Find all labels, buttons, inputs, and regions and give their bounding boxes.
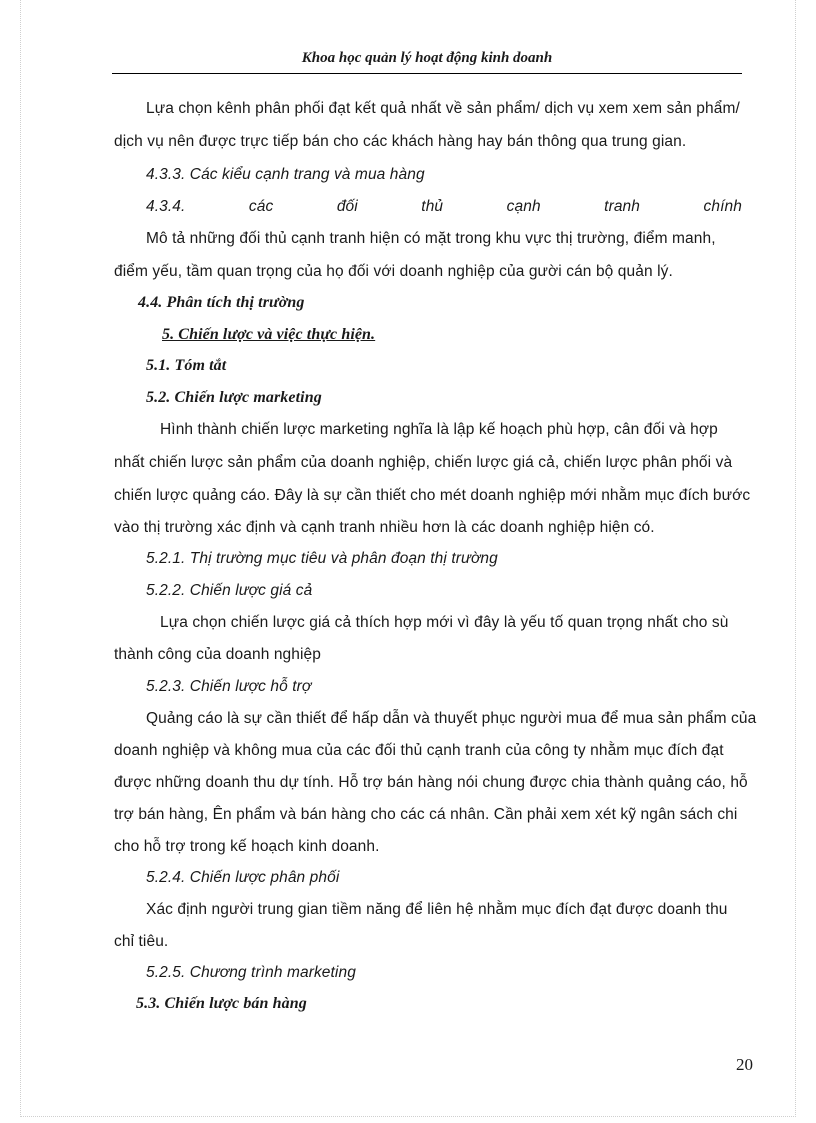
paragraph-line: doanh nghiệp và không mua của các đối thủ cạnh tranh của công ty nhằm mục đích đạt [114, 742, 724, 759]
section-heading-5-2-4: 5.2.4. Chiến lược phân phối [146, 869, 340, 886]
section-heading-5-3: 5.3. Chiến lược bán hàng [136, 995, 307, 1012]
section-heading-5-2-5: 5.2.5. Chương trình marketing [146, 964, 356, 981]
heading-word: các [248, 198, 274, 215]
heading-word: thủ [421, 198, 444, 215]
heading-word: tranh [604, 198, 641, 215]
paragraph-line: trợ bán hàng, Ên phẩm và bán hàng cho các cá nhân. Cần phải xem xét kỹ ngân sách chi [114, 806, 738, 823]
heading-word: cạnh [506, 198, 541, 215]
heading-word: 4.3.4. [146, 198, 186, 215]
section-heading-4-3-4 [146, 198, 742, 216]
paragraph-line: Lựa chọn chiến lược giá cả thích hợp mới vì đây là yếu tố quan trọng nhất cho sù [160, 614, 729, 631]
page-number: 20 [736, 1055, 753, 1074]
paragraph-line: dịch vụ nên được trực tiếp bán cho các khách hàng hay bán thông qua trung gian. [114, 133, 687, 150]
heading-word: chính [703, 198, 742, 215]
section-heading-5-1: 5.1. Tóm tắt [146, 357, 227, 374]
paragraph-line: chỉ tiêu. [114, 933, 169, 950]
paragraph-line: thành công của doanh nghiệp [114, 646, 321, 663]
paragraph-line: Mô tả những đối thủ cạnh tranh hiện có mặt trong khu vực thị trường, điểm manh, [146, 230, 716, 247]
section-heading-5-2-2: 5.2.2. Chiến lược giá cả [146, 582, 313, 599]
paragraph-line: Quảng cáo là sự cần thiết để hấp dẫn và thuyết phục người mua để mua sản phẩm của [146, 710, 757, 727]
paragraph-line: Hình thành chiến lược marketing nghĩa là lập kế hoạch phù hợp, cân đối và hợp [160, 421, 718, 438]
paragraph-line: Lựa chọn kênh phân phối đạt kết quả nhất về sản phẩm/ dịch vụ xem xem sản phẩm/ [146, 100, 740, 117]
paragraph-line: được những doanh thu dự tính. Hỗ trợ bán hàng nói chung được chia thành quảng cáo, hỗ [114, 774, 748, 791]
paragraph-line: Xác định người trung gian tiềm năng để liên hệ nhằm mục đích đạt được doanh thu [146, 901, 728, 918]
paragraph-line: điểm yếu, tầm quan trọng của họ đối với doanh nghiệp của gười cán bộ quản lý. [114, 263, 673, 280]
paragraph-line: vào thị trường xác định và cạnh tranh nhiều hơn là các doanh nghiệp hiện có. [114, 519, 655, 536]
heading-word: đối [336, 198, 358, 215]
section-heading-5-2-1: 5.2.1. Thị trường mục tiêu và phân đoạn thị trường [146, 550, 498, 567]
paragraph-line: nhất chiến lược sản phẩm của doanh nghiệp, chiến lược giá cả, chiến lược phân phối và [114, 454, 733, 471]
section-heading-4-3-3: 4.3.3. Các kiểu cạnh trang và mua hàng [146, 166, 425, 183]
section-heading-5: 5. Chiến lược và việc thực hiện. [162, 326, 376, 343]
section-heading-5-2: 5.2. Chiến lược marketing [146, 389, 322, 406]
paragraph-line: chiến lược quảng cáo. Đây là sự cần thiết cho mét doanh nghiệp mới nhằm mục đích bước [114, 487, 751, 504]
section-heading-4-4: 4.4. Phân tích thị trường [138, 294, 305, 311]
page-header: Khoa học quản lý hoạt động kinh doanh [112, 50, 742, 74]
section-heading-5-2-3: 5.2.3. Chiến lược hỗ trợ [146, 678, 312, 695]
paragraph-line: cho hỗ trợ trong kế hoạch kinh doanh. [114, 838, 380, 855]
